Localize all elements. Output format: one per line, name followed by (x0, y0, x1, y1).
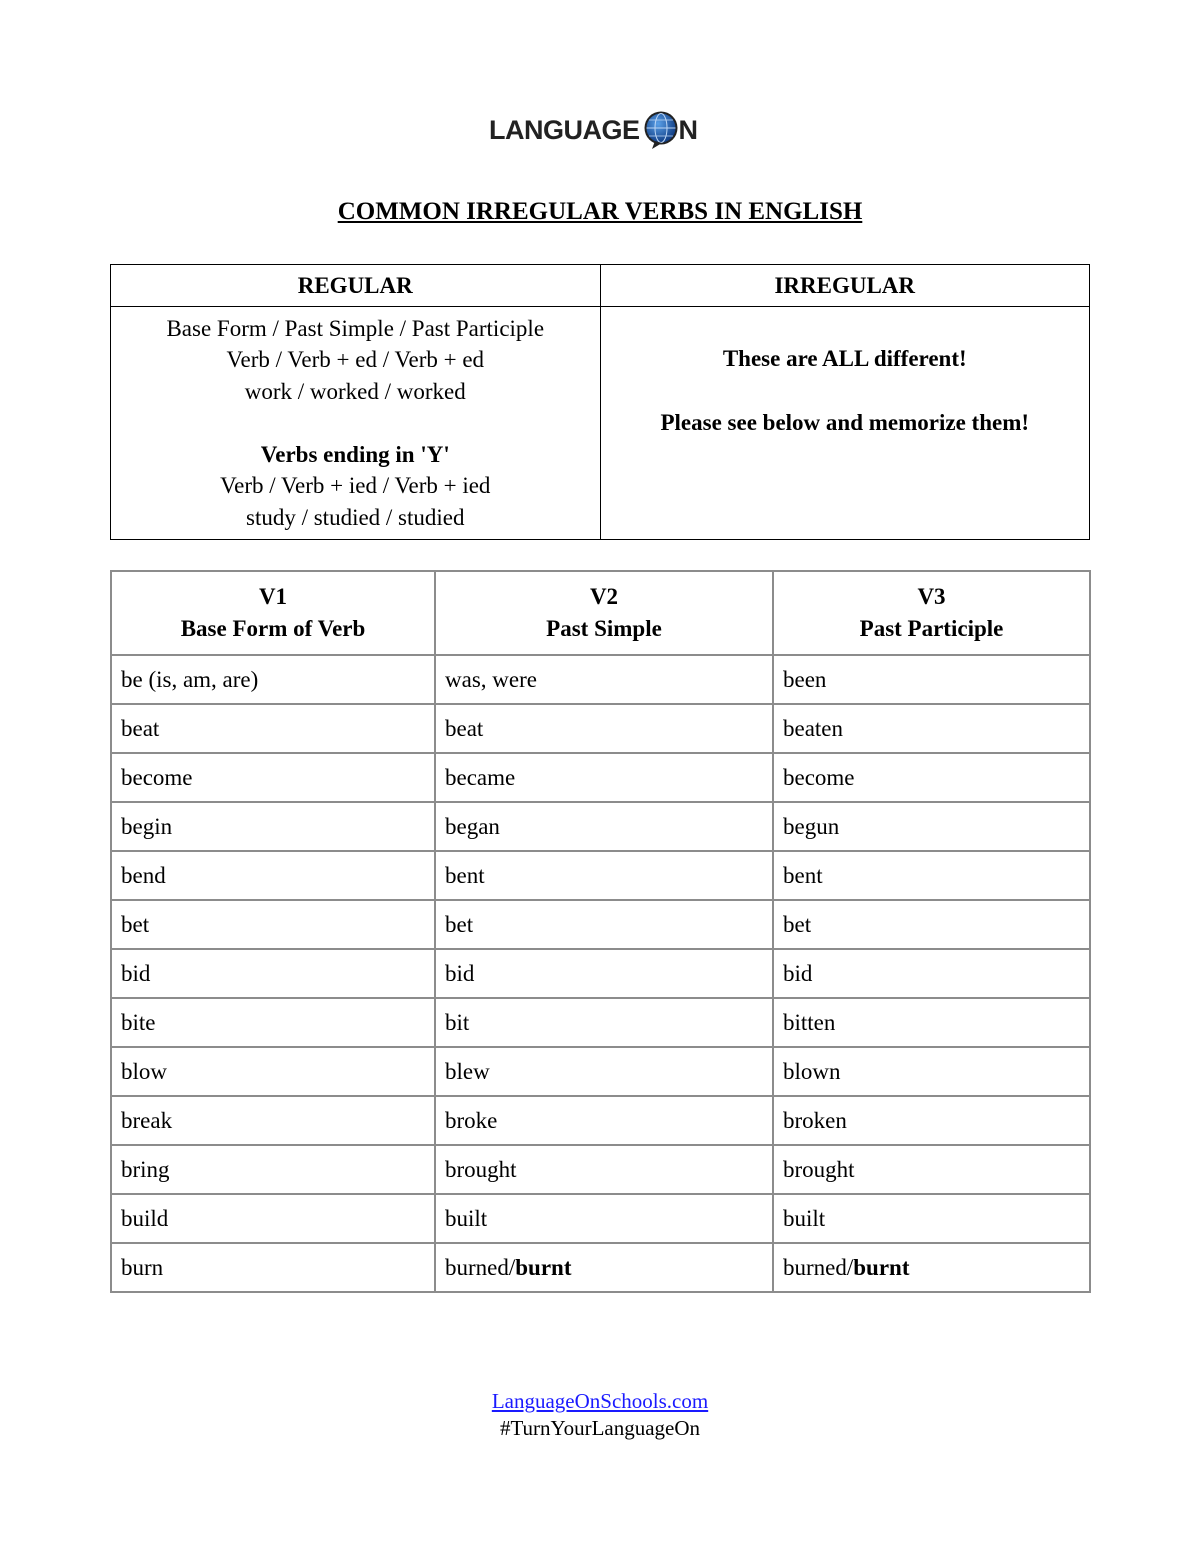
cell-v1: bid (111, 949, 435, 998)
cell-v3: built (773, 1194, 1090, 1243)
cell-v2: brought (435, 1145, 773, 1194)
cell-v3-bold: burnt (853, 1254, 910, 1280)
cell-v2: became (435, 753, 773, 802)
regular-header: REGULAR (111, 265, 601, 307)
cell-v2: built (435, 1194, 773, 1243)
regular-line: Verb / Verb + ied / Verb + ied (220, 473, 491, 499)
cell-v1: become (111, 753, 435, 802)
irregular-note-cell (600, 307, 1090, 540)
cell-v3 (773, 1243, 1090, 1292)
cell-v1: bend (111, 851, 435, 900)
cell-v3: become (773, 753, 1090, 802)
table-row (111, 753, 1090, 802)
irregular-note-line: Please see below and memorize them! (660, 410, 1030, 435)
cell-v2: beat (435, 704, 773, 753)
globe-icon (642, 110, 680, 150)
logo-text-left: LANGUAGE (489, 114, 640, 145)
irregular-verbs-table (110, 570, 1091, 1293)
regular-y-heading: Verbs ending in 'Y' (260, 441, 450, 467)
cell-v1: bring (111, 1145, 435, 1194)
regular-rules-cell (111, 307, 601, 540)
cell-v3: begun (773, 802, 1090, 851)
cell-v3: bitten (773, 998, 1090, 1047)
cell-v1: burn (111, 1243, 435, 1292)
cell-v3: brought (773, 1145, 1090, 1194)
column-header-v3 (773, 571, 1090, 655)
table-row (111, 655, 1090, 704)
cell-v3: bet (773, 900, 1090, 949)
column-code: V2 (589, 584, 619, 609)
regular-line: work / worked / worked (244, 378, 466, 404)
cell-v2: bet (435, 900, 773, 949)
cell-v1: be (is, am, are) (111, 655, 435, 704)
table-row (111, 998, 1090, 1047)
cell-v2: bid (435, 949, 773, 998)
column-code: V1 (258, 584, 288, 609)
table-row (111, 1047, 1090, 1096)
logo-text-right: N (678, 114, 698, 145)
cell-v2: broke (435, 1096, 773, 1145)
cell-v3-regular: burned/ (783, 1254, 854, 1280)
irregular-header: IRREGULAR (600, 265, 1090, 307)
cell-v1: bet (111, 900, 435, 949)
table-row (111, 1096, 1090, 1145)
cell-v2-bold: burnt (515, 1254, 572, 1280)
table-row (111, 1243, 1090, 1292)
cell-v3: blown (773, 1047, 1090, 1096)
cell-v2: blew (435, 1047, 773, 1096)
cell-v1: beat (111, 704, 435, 753)
cell-v3: been (773, 655, 1090, 704)
footer (0, 1388, 1200, 1442)
column-header-v1 (111, 571, 435, 655)
cell-v2: began (435, 802, 773, 851)
logo (489, 108, 698, 152)
regular-line: Base Form / Past Simple / Past Participle (166, 315, 545, 341)
irregular-note-line: These are ALL different! (722, 346, 967, 371)
table-row (111, 900, 1090, 949)
column-code: V3 (917, 584, 946, 609)
page-title: COMMON IRREGULAR VERBS IN ENGLISH (337, 198, 863, 225)
verbs-header-row (111, 571, 1090, 655)
cell-v2: was, were (435, 655, 773, 704)
cell-v3: bid (773, 949, 1090, 998)
table-row (111, 802, 1090, 851)
cell-v2: bent (435, 851, 773, 900)
regular-line: study / studied / studied (246, 504, 465, 530)
regular-line: Verb / Verb + ed / Verb + ed (226, 347, 485, 373)
regular-line-blank (111, 407, 600, 439)
regular-irregular-table (110, 264, 1090, 540)
column-label: Base Form of Verb (180, 616, 366, 641)
table-row (111, 1145, 1090, 1194)
cell-v3: broken (773, 1096, 1090, 1145)
column-label: Past Simple (546, 616, 662, 641)
cell-v3: beaten (773, 704, 1090, 753)
cell-v1: blow (111, 1047, 435, 1096)
column-header-v2 (435, 571, 773, 655)
table-row (111, 1194, 1090, 1243)
table-row (111, 851, 1090, 900)
column-label: Past Participle (859, 616, 1004, 641)
hashtag: #TurnYourLanguageOn (499, 1416, 701, 1440)
cell-v2: bit (435, 998, 773, 1047)
cell-v1: build (111, 1194, 435, 1243)
website-link[interactable]: LanguageOnSchools.com (491, 1389, 709, 1413)
cell-v3: bent (773, 851, 1090, 900)
table-row (111, 704, 1090, 753)
table-row (111, 949, 1090, 998)
cell-v2 (435, 1243, 773, 1292)
cell-v1: bite (111, 998, 435, 1047)
cell-v1: begin (111, 802, 435, 851)
cell-v1: break (111, 1096, 435, 1145)
cell-v2-regular: burned/ (445, 1254, 516, 1280)
